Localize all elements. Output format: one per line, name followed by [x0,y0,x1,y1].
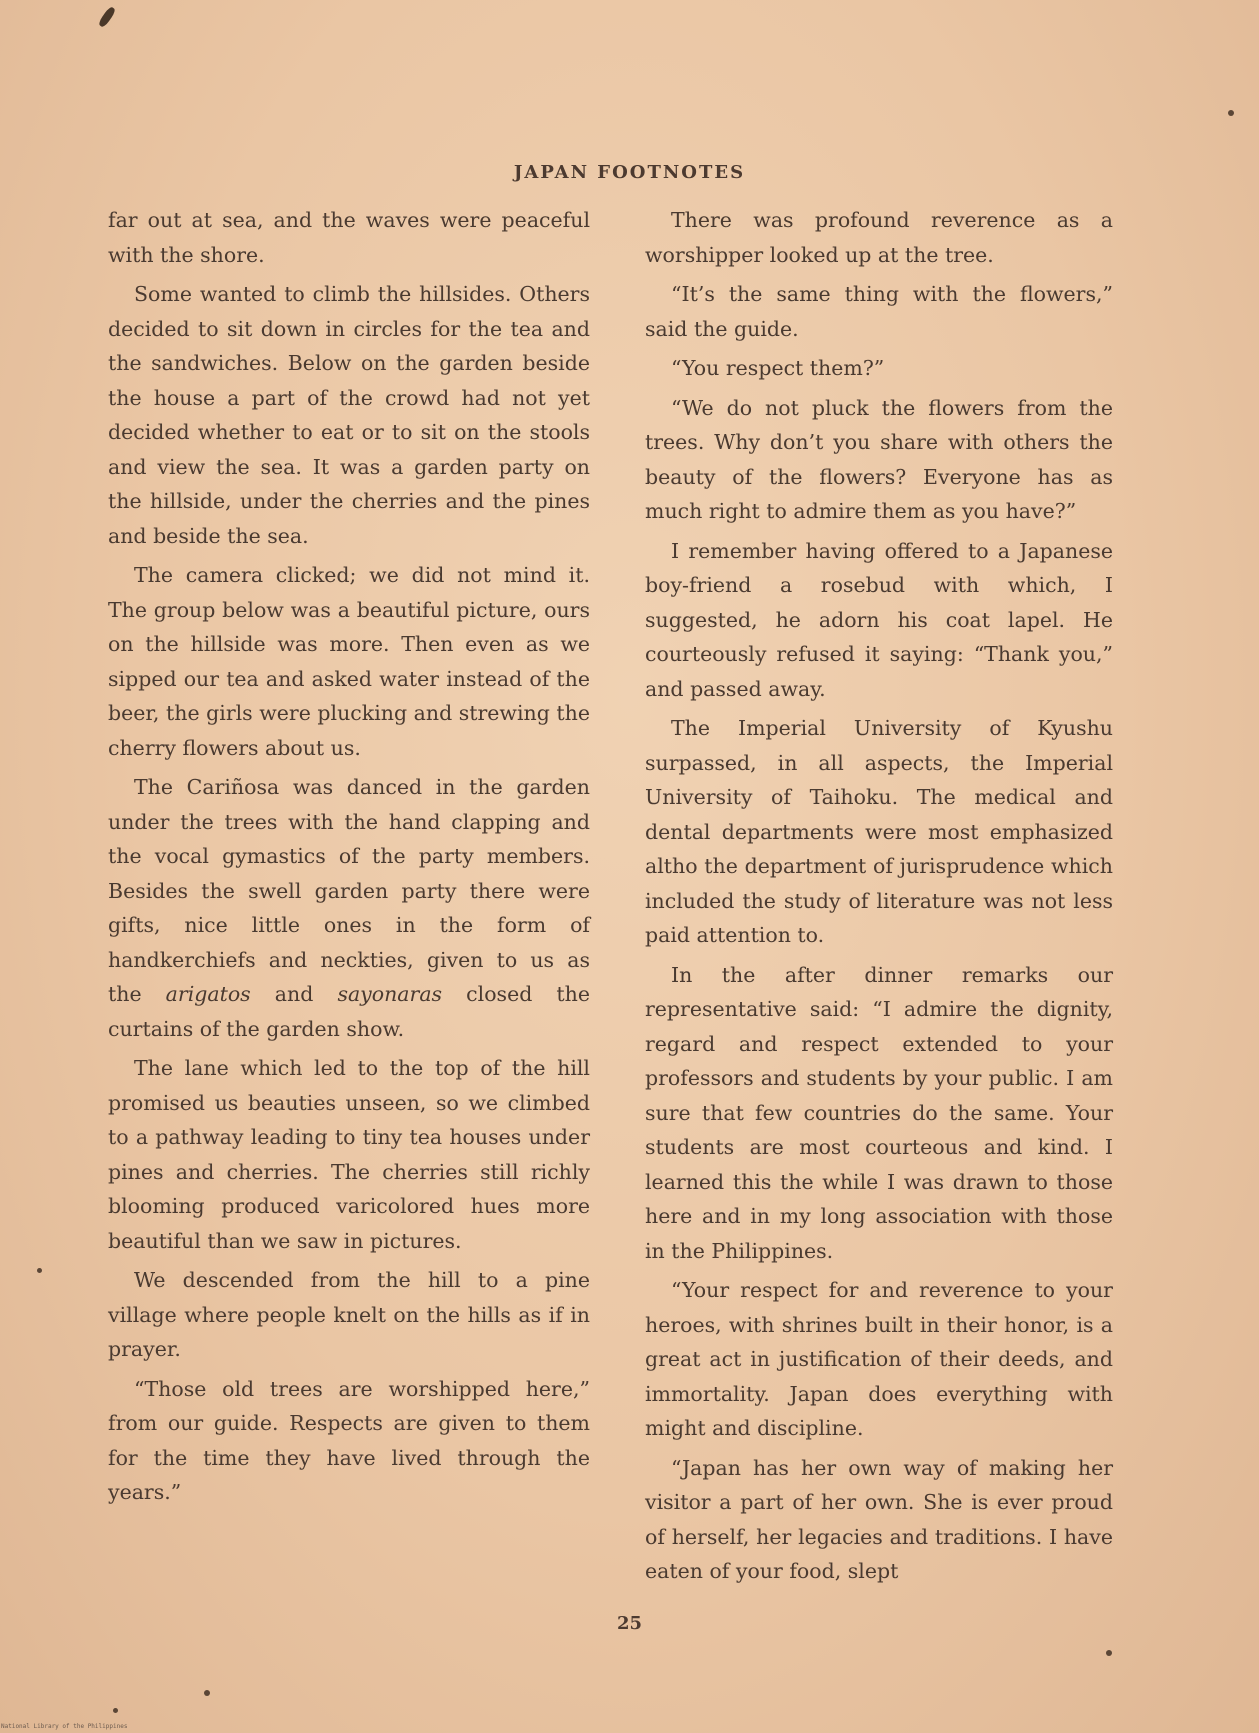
library-credit: National Library of the Philippines [1,1723,128,1730]
running-header: JAPAN FOOTNOTES [513,162,746,183]
paragraph: The camera clicked; we did not mind it. The group below was a beautiful picture, ours on the hillside was more. Then even as we sipped our tea and asked water instead of the beer, the girls were plucking and strewing the cherry flowers about us. [108,563,590,760]
text-run: The Cariñosa was danced in the garden under the trees with the hand clapping and the vocal gymastics of the party members. Besides the swell garden party there were gifts, nice little ones in the form of handkerchiefs and neckties, given to us as the [108,775,590,1006]
paragraph: “You respect them?” [671,356,885,380]
paper-speck [204,1690,210,1696]
paragraph: far out at sea, and the waves were peaceful with the shore. [108,208,590,267]
paragraph: “It’s the same thing with the flowers,” said the guide. [645,282,1113,341]
paragraph: “Those old trees are worshipped here,” from our guide. Respects are given to them for the time they have lived through the years.” [108,1376,590,1504]
paragraph: “Your respect for and reverence to your heroes, with shrines built in their honor, is a great act in justification of their deeds, and immortality. Japan does everything with might and discipline. [645,1278,1113,1440]
right-column [645,203,1113,1594]
page-number: 25 [616,1613,643,1634]
paper-speck [37,1268,42,1273]
paper-speck [113,1708,118,1713]
paper-speck [1228,110,1234,116]
paragraph: There was profound reverence as a worshipper looked up at the tree. [645,208,1113,267]
paragraph: We descended from the hill to a pine village where people knelt on the hills as if in prayer. [108,1268,590,1361]
paragraph: I remember having offered to a Japanese boy-friend a rosebud with which, I suggested, he adorn his coat lapel. He courteously refused it saying: “Thank you,” and passed away. [645,538,1113,701]
paragraph: “We do not pluck the flowers from the trees. Why don’t you share with others the beauty of the flowers? Everyone has as much right to admire them as you have?” [645,395,1113,523]
italic-term: sayonaras [337,982,443,1006]
paragraph: The lane which led to the top of the hill promised us beauties unseen, so we climbed to a pathway leading to tiny tea houses under pines and cherries. The cherries still richly blooming produced varicolored hues more beautiful than we saw in pictures. [108,1056,590,1253]
paragraph: “Japan has her own way of making her visitor a part of her own. She is ever proud of herself, her legacies and traditions. I have eaten of your food, slept [645,1455,1113,1583]
left-column [108,203,590,1515]
paragraph: In the after dinner remarks our representative said: “I admire the dignity, regard and respect extended to your professors and students by your public. I am sure that few countries do the same. Your students are most courteous and kind. I learned this the while I was drawn to those here and in my long association with those in the Philippines. [645,962,1113,1263]
text-run: closed the curtains of the garden show. [108,982,590,1041]
paragraph: Some wanted to climb the hillsides. Others decided to sit down in circles for the tea and the sandwiches. Below on the garden beside the house a part of the crowd had not yet decided whether to eat or to sit on the stools and view the sea. It was a garden party on the hillside, under the cherries and the pines and beside the sea. [108,282,590,548]
ink-mark [97,6,116,29]
text-run: and [250,982,338,1006]
italic-term: arigatos [165,982,251,1006]
paragraph [108,770,590,1046]
paper-speck [1106,1650,1112,1656]
paragraph: The Imperial University of Kyushu surpassed, in all aspects, the Imperial University of Taihoku. The medical and dental departments were most emphasized altho the department of jurisprudence which included the study of literature was not less paid attention to. [645,716,1113,947]
